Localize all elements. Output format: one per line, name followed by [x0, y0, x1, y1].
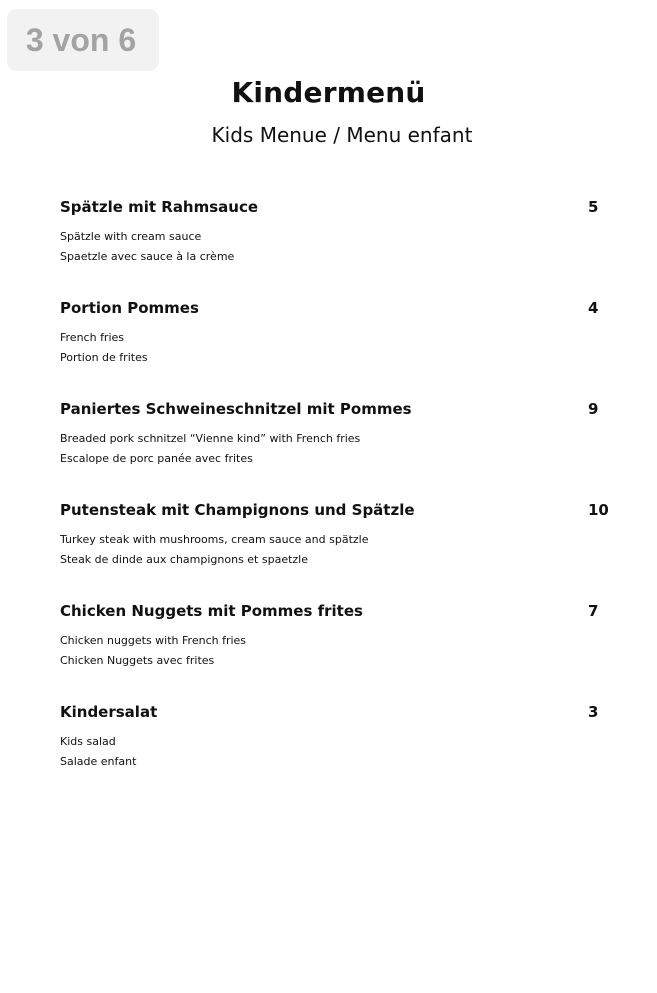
item-description-en: Chicken nuggets with French fries — [60, 634, 247, 647]
item-price: 4 — [588, 299, 599, 317]
page-indicator: 3 von 6 — [7, 9, 159, 71]
item-description-en: Turkey steak with mushrooms, cream sauce and spätzle — [60, 533, 369, 546]
item-description-fr: Portion de frites — [60, 351, 148, 364]
menu-item — [60, 501, 620, 602]
menu-subtitle: Kids Menue / Menu enfant — [211, 123, 473, 147]
menu-title: Kindermenü — [231, 76, 426, 109]
menu-item — [60, 299, 620, 400]
item-description-en: Breaded pork schnitzel “Vienne kind” with French fries — [60, 432, 361, 445]
item-name: Kindersalat — [60, 703, 158, 721]
item-description-fr: Escalope de porc panée avec frites — [60, 452, 253, 465]
item-description-en: Spätzle with cream sauce — [60, 230, 202, 243]
item-name: Portion Pommes — [60, 299, 199, 317]
item-name: Spätzle mit Rahmsauce — [60, 198, 259, 216]
item-price: 3 — [588, 703, 599, 721]
item-description-fr: Spaetzle avec sauce à la crème — [60, 250, 235, 263]
item-description-fr: Chicken Nuggets avec frites — [60, 654, 215, 667]
item-price: 5 — [588, 198, 599, 216]
item-price: 9 — [588, 400, 599, 418]
item-name: Chicken Nuggets mit Pommes frites — [60, 602, 363, 620]
item-description-en: Kids salad — [60, 735, 116, 748]
menu-list — [60, 198, 620, 804]
menu-item — [60, 198, 620, 299]
menu-item — [60, 602, 620, 703]
menu-item — [60, 400, 620, 501]
item-description-fr: Salade enfant — [60, 755, 137, 768]
item-description-fr: Steak de dinde aux champignons et spaetzle — [60, 553, 308, 566]
item-price: 7 — [588, 602, 599, 620]
item-description-en: French fries — [60, 331, 125, 344]
item-name: Putensteak mit Champignons und Spätzle — [60, 501, 415, 519]
item-name: Paniertes Schweineschnitzel mit Pommes — [60, 400, 412, 418]
item-price: 10 — [588, 501, 609, 519]
menu-item — [60, 703, 620, 804]
